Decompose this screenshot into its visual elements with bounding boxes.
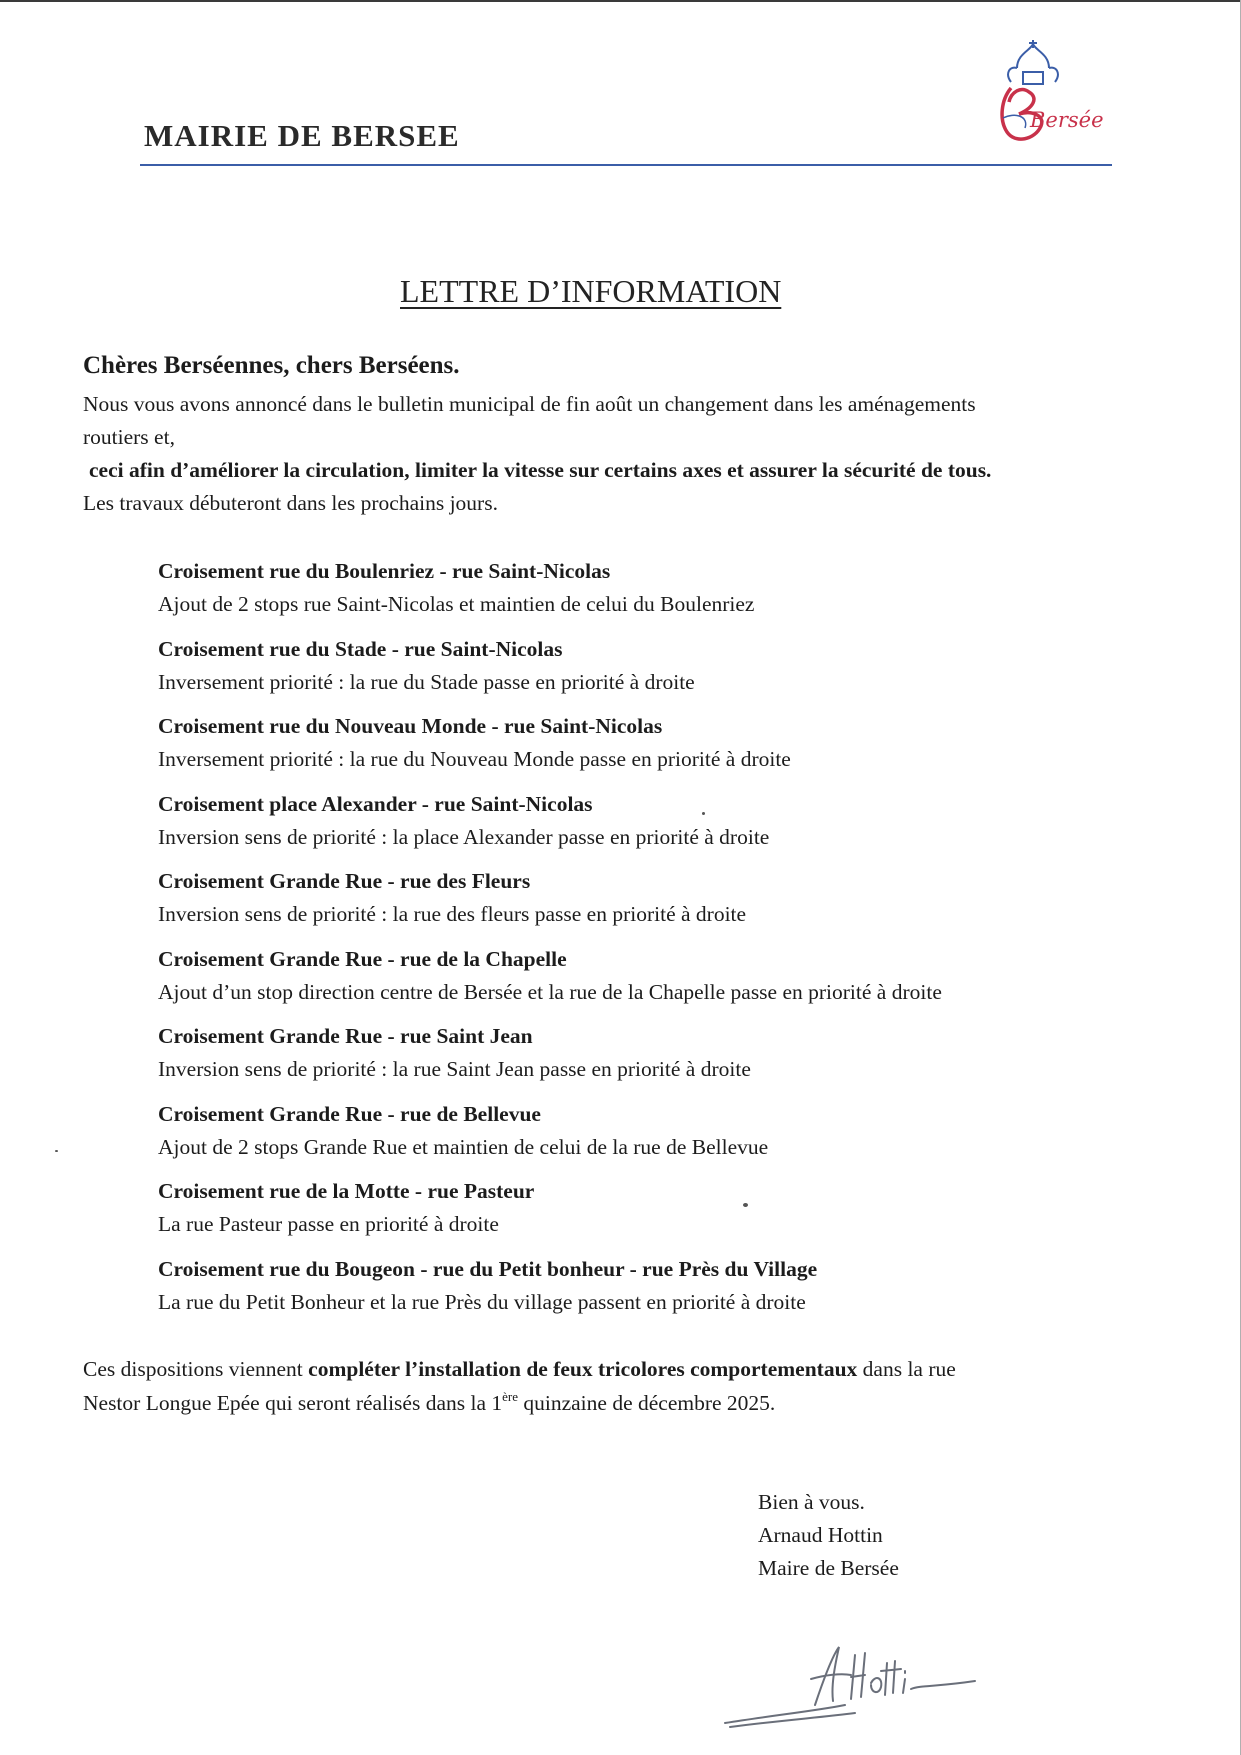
item-title: Croisement place Alexander - rue Saint-Nicolas — [158, 791, 593, 816]
signoff-block — [758, 1486, 899, 1585]
superscript: ère — [502, 1389, 518, 1404]
greeting: Chères Berséennes, chers Berséens. — [83, 352, 460, 379]
logo-text: Bersée — [1030, 108, 1104, 132]
item-description: Inversion sens de priorité : la rue des fleurs passe en priorité à droite — [158, 902, 747, 926]
salutation: Bien à vous. — [758, 1490, 865, 1514]
item-title: Croisement Grande Rue - rue de la Chapelle — [158, 946, 567, 971]
item-description: Inversion sens de priorité : la place Alexander passe en priorité à droite — [158, 824, 770, 849]
page-top-border — [0, 0, 1241, 2]
intro-paragraph — [83, 388, 1143, 520]
item-description: Inversion sens de priorité : la rue Saint Jean passe en priorité à droite — [158, 1057, 751, 1081]
list-item — [158, 943, 1118, 1021]
intro-line: Nous vous avons annoncé dans le bulletin municipal de fin août un changement dans les aménagements — [83, 392, 976, 416]
closing-text: Ces dispositions viennent — [83, 1357, 303, 1381]
list-item — [158, 555, 1118, 633]
item-description: Ajout d’un stop direction centre de Bersée et la rue de la Chapelle passe en priorité à droite — [158, 979, 942, 1004]
handwritten-signature — [715, 1635, 995, 1730]
intro-line: routiers et, — [83, 425, 175, 449]
closing-paragraph — [83, 1352, 1143, 1420]
list-item — [158, 710, 1118, 788]
item-title: Croisement Grande Rue - rue Saint Jean — [158, 1024, 533, 1048]
intro-bold-line: ceci afin d’améliorer la circulation, limiter la vitesse sur certains axes et assurer la sécurité de tous. — [89, 458, 992, 482]
item-description: Inversement priorité : la rue du Nouveau Monde passe en priorité à droite — [158, 747, 791, 771]
signatory-name: Arnaud Hottin — [758, 1523, 883, 1547]
item-title: Croisement rue du Boulenriez - rue Saint-Nicolas — [158, 559, 611, 583]
closing-text: dans la rue — [862, 1357, 956, 1381]
list-item — [158, 1020, 1118, 1098]
closing-line-2 — [83, 1386, 1143, 1420]
item-title: Croisement Grande Rue - rue des Fleurs — [158, 869, 531, 893]
item-description: Inversement priorité : la rue du Stade passe en priorité à droite — [158, 669, 695, 694]
item-title: Croisement rue de la Motte - rue Pasteur — [158, 1179, 535, 1203]
scan-speck — [743, 1203, 748, 1207]
list-item — [158, 788, 1118, 866]
item-title: Croisement rue du Stade - rue Saint-Nicolas — [158, 636, 563, 661]
item-description: La rue du Petit Bonheur et la rue Près du village passent en priorité à droite — [158, 1289, 806, 1314]
item-description: Ajout de 2 stops rue Saint-Nicolas et maintien de celui du Boulenriez — [158, 592, 755, 616]
scan-speck — [702, 812, 705, 815]
item-title: Croisement rue du Nouveau Monde - rue Saint-Nicolas — [158, 714, 663, 738]
item-title: Croisement rue du Bougeon - rue du Petit bonheur - rue Près du Village — [158, 1256, 818, 1281]
header-divider — [140, 164, 1112, 166]
signatory-role: Maire de Bersée — [758, 1556, 899, 1580]
closing-bold-text: compléter l’installation de feux tricolores comportementaux — [308, 1357, 858, 1381]
document-title: LETTRE D’INFORMATION — [400, 273, 782, 309]
closing-text: quinzaine de décembre 2025. — [523, 1391, 776, 1415]
list-item — [158, 1175, 1118, 1253]
item-description: La rue Pasteur passe en priorité à droite — [158, 1212, 499, 1236]
list-item — [158, 865, 1118, 943]
item-description: Ajout de 2 stops Grande Rue et maintien de celui de la rue de Bellevue — [158, 1134, 769, 1159]
item-title: Croisement Grande Rue - rue de Bellevue — [158, 1101, 541, 1126]
closing-text: Nestor Longue Epée qui seront réalisés dans la 1 — [83, 1391, 503, 1415]
intro-end-line: Les travaux débuteront dans les prochains jours. — [83, 491, 498, 515]
intersection-list — [158, 555, 1118, 1330]
list-item — [158, 1253, 1118, 1331]
header-title: MAIRIE DE BERSEE — [144, 118, 460, 153]
list-item — [158, 1098, 1118, 1176]
list-item — [158, 633, 1118, 711]
bersee-logo-icon — [985, 40, 1130, 155]
scan-speck — [55, 1150, 58, 1152]
closing-line-1 — [83, 1352, 1143, 1386]
